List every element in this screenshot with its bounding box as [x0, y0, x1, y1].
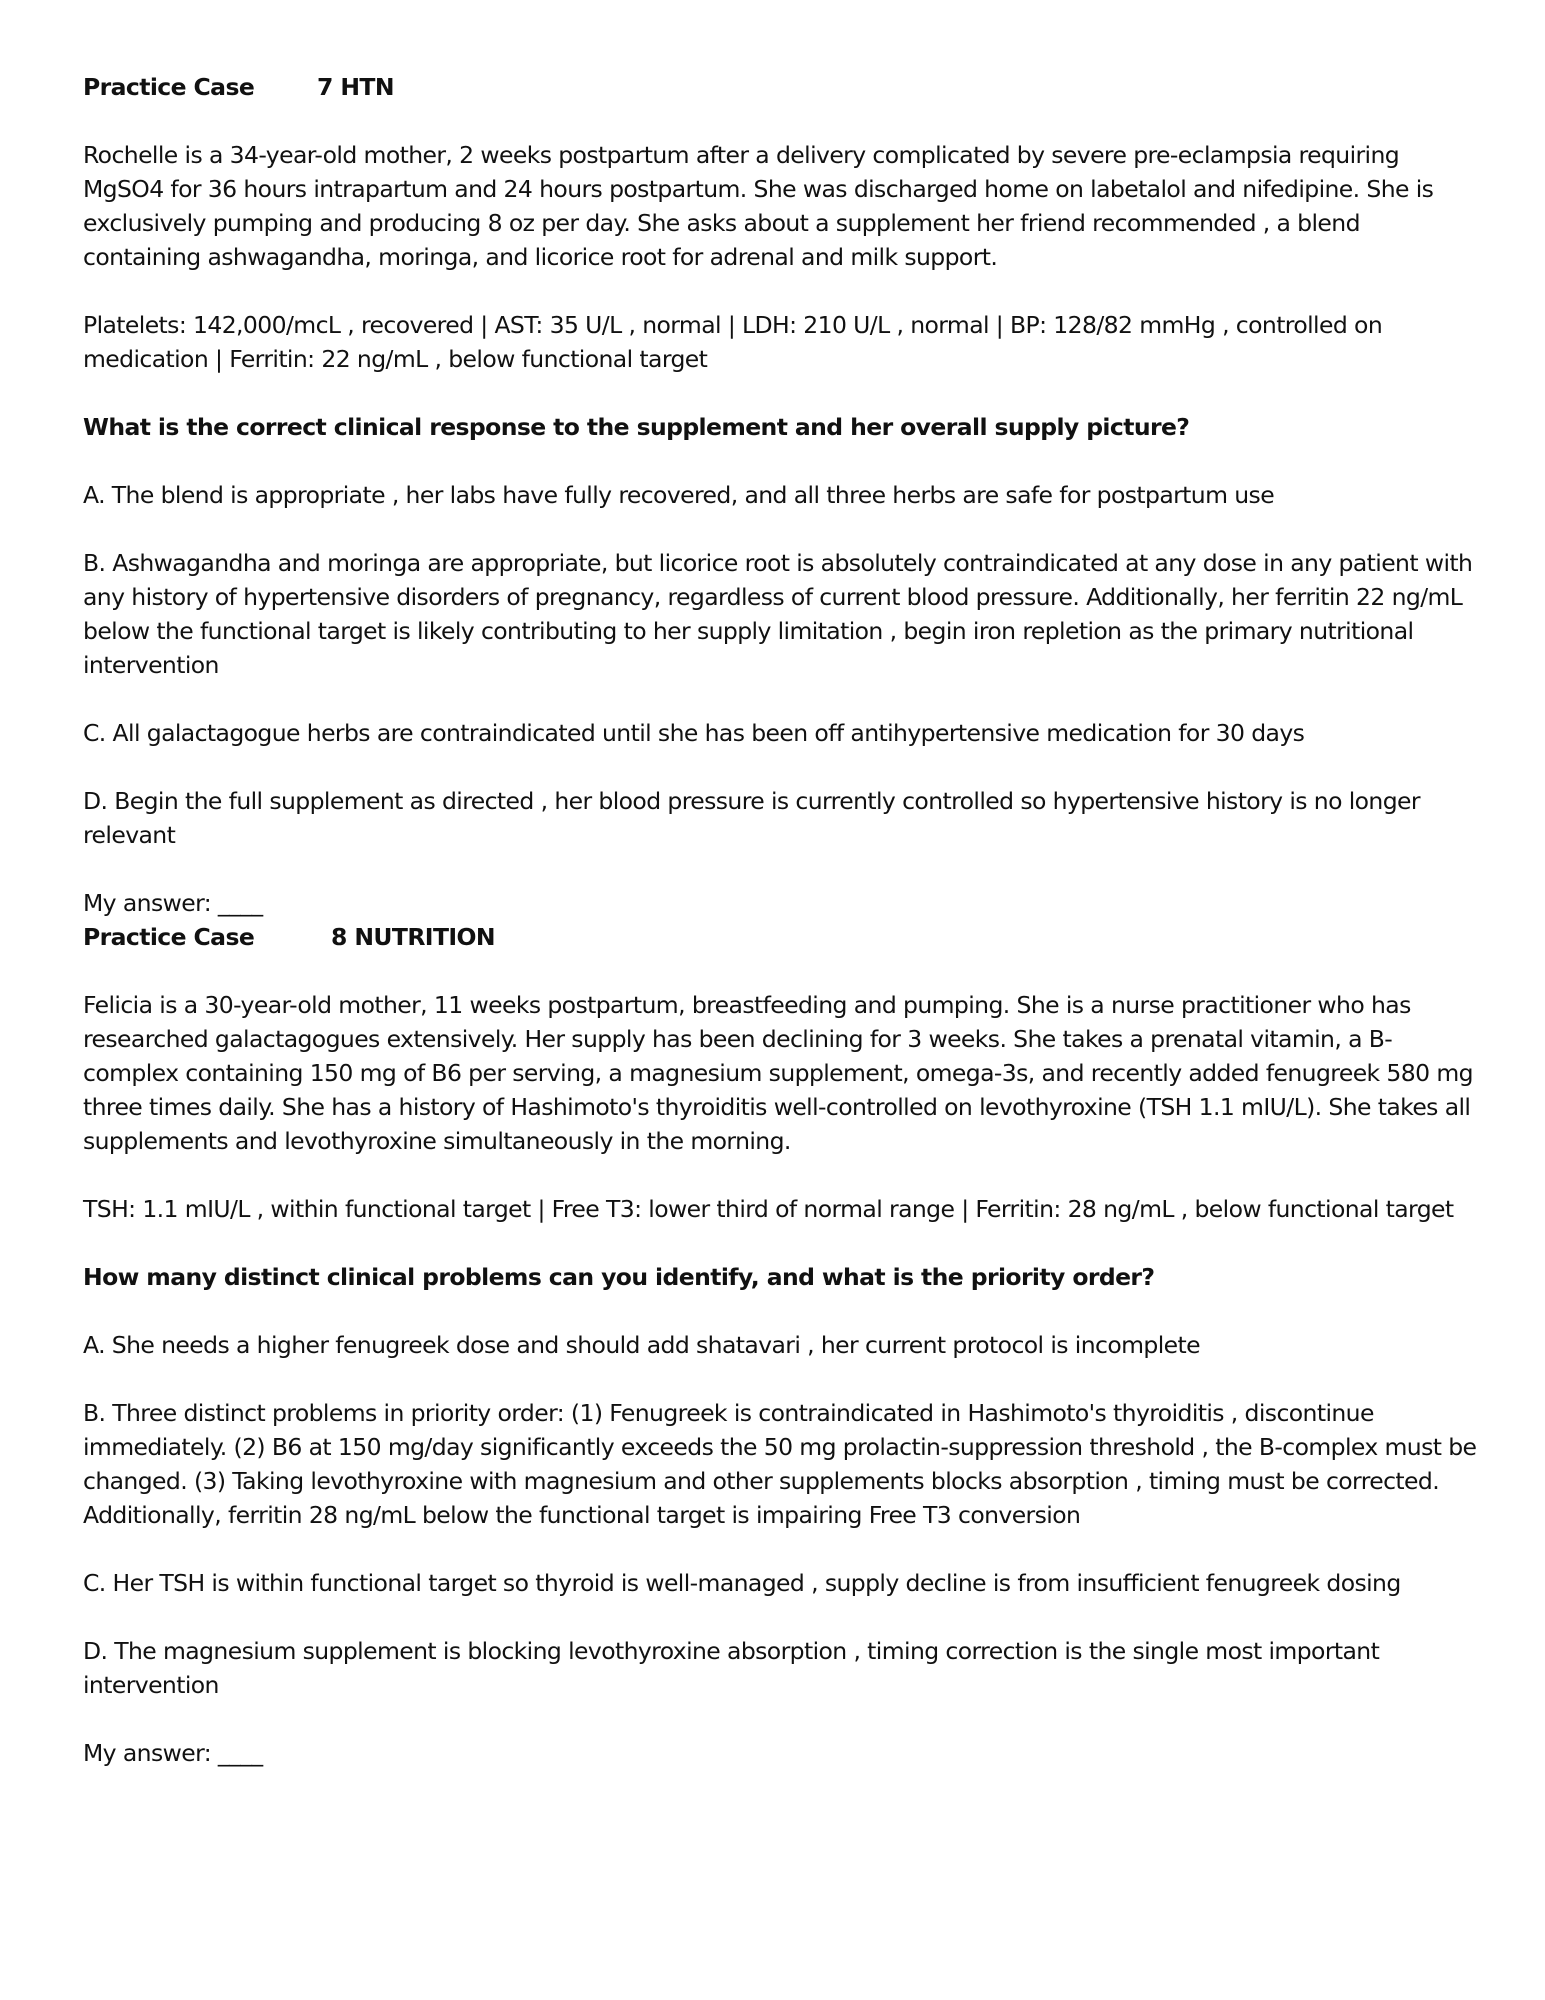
case-header	[83, 920, 1483, 954]
practice-case-7	[83, 70, 1483, 920]
case-code: 8 NUTRITION	[331, 923, 495, 951]
practice-case-8	[83, 920, 1483, 1770]
case-labs: TSH: 1.1 mIU/L , within functional target | Free T3: lower third of normal range | Ferritin: 28 ng/mL , below functional target	[83, 1195, 1454, 1223]
option-a: A. The blend is appropriate , her labs have fully recovered, and all three herbs are safe for postpartum use	[83, 481, 1275, 509]
case-label: Practice Case	[83, 923, 255, 951]
case-question: What is the correct clinical response to the supplement and her overall supply picture?	[83, 413, 1190, 441]
case-question: How many distinct clinical problems can you identify, and what is the priority order?	[83, 1263, 1155, 1291]
document-page	[83, 70, 1483, 1770]
option-c: C. All galactagogue herbs are contraindicated until she has been off antihypertensive medication for 30 days	[83, 719, 1305, 747]
option-b: B. Ashwagandha and moringa are appropriate, but licorice root is absolutely contraindicated at any dose in any patient with any history of hypertensive disorders of pregnancy, regardless of current blood pressure. Additionally, her ferritin 22 ng/mL below the functional target is likely contributing to her supply limitation , begin iron repletion as the primary nutritional intervention	[83, 549, 1473, 679]
option-c: C. Her TSH is within functional target so thyroid is well-managed , supply decline is from insufficient fenugreek dosing	[83, 1569, 1401, 1597]
case-header	[83, 70, 1483, 104]
answer-prompt: My answer: ____	[83, 889, 263, 917]
answer-prompt: My answer: ____	[83, 1739, 263, 1767]
option-b: B. Three distinct problems in priority order: (1) Fenugreek is contraindicated in Hashimoto's thyroiditis , discontinue immediately. (2) B6 at 150 mg/day significantly exceeds the 50 mg prolactin-suppression threshold , the B-complex must be changed. (3) Taking levothyroxine with magnesium and other supplements blocks absorption , timing must be corrected. Additionally, ferritin 28 ng/mL below the functional target is impairing Free T3 conversion	[83, 1399, 1477, 1529]
case-scenario: Felicia is a 30-year-old mother, 11 weeks postpartum, breastfeeding and pumping. She is a nurse practitioner who has researched galactagogues extensively. Her supply has been declining for 3 weeks. She takes a prenatal vitamin, a B-complex containing 150 mg of B6 per serving, a magnesium supplement, omega-3s, and recently added fenugreek 580 mg three times daily. She has a history of Hashimoto's thyroiditis well-controlled on levothyroxine (TSH 1.1 mIU/L). She takes all supplements and levothyroxine simultaneously in the morning.	[83, 991, 1473, 1155]
option-d: D. Begin the full supplement as directed , her blood pressure is currently controlled so hypertensive history is no longer relevant	[83, 787, 1420, 849]
case-labs: Platelets: 142,000/mcL , recovered | AST: 35 U/L , normal | LDH: 210 U/L , normal | BP: 128/82 mmHg , controlled on medication | Ferritin: 22 ng/mL , below functional target	[83, 311, 1383, 373]
case-label: Practice Case	[83, 73, 255, 101]
option-a: A. She needs a higher fenugreek dose and should add shatavari , her current protocol is incomplete	[83, 1331, 1200, 1359]
option-d: D. The magnesium supplement is blocking levothyroxine absorption , timing correction is the single most important intervention	[83, 1637, 1380, 1699]
case-scenario: Rochelle is a 34-year-old mother, 2 weeks postpartum after a delivery complicated by severe pre-eclampsia requiring MgSO4 for 36 hours intrapartum and 24 hours postpartum. She was discharged home on labetalol and nifedipine. She is exclusively pumping and producing 8 oz per day. She asks about a supplement her friend recommended , a blend containing ashwagandha, moringa, and licorice root for adrenal and milk support.	[83, 141, 1434, 271]
case-code: 7 HTN	[317, 73, 394, 101]
